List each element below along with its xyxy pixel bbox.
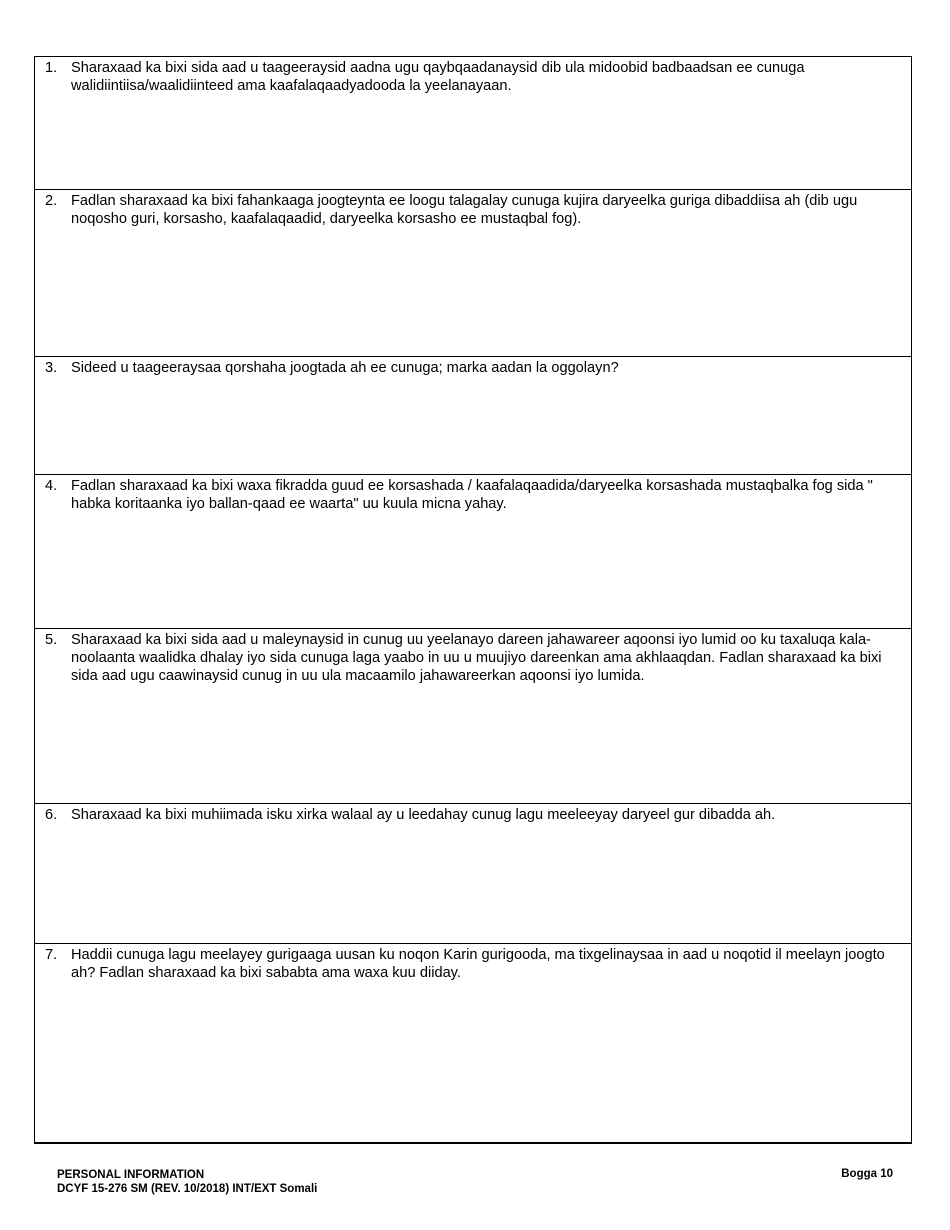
question-7 xyxy=(35,944,911,1142)
question-text: Fadlan sharaxaad ka bixi fahankaaga joogteynta ee loogu talagalay cunuga kujira daryeelka guriga dibaddiisa ah (dib ugu noqosho guri, korsasho, kaafalaqaadid, daryeelka korsasho ee mustaqbal fog). xyxy=(71,193,858,227)
question-text: Fadlan sharaxaad ka bixi waxa fikradda guud ee korsashada / kaafalaqaadida/daryeelka korsashada mustaqbalka fog sida " habka koritaanka iyo ballan-qaad ee waarta" uu kuula micna yahay. xyxy=(71,478,873,512)
question-text: Sharaxaad ka bixi sida aad u maleynaysid in cunug uu yeelanayo dareen jahawareer aqoonsi iyo lumid oo ku taxaluqa kala-noolaanta waalidka dhalay iyo sida cunuga laga yaabo in uu u muujiyo dareenkan ama akhlaaqdan. Fadlan sharaxaad ka bixi sida aad ugu caawinaysid cunug in uu ula macaamilo jahawareerkan aqoonsi iyo lumida. xyxy=(71,632,882,684)
question-6 xyxy=(35,804,911,944)
answer-field[interactable] xyxy=(35,519,911,628)
answer-field[interactable] xyxy=(35,673,911,803)
answer-field[interactable] xyxy=(35,848,911,943)
question-3 xyxy=(35,357,911,475)
footer-confidentiality-label: PERSONAL INFORMATION xyxy=(57,1169,205,1181)
answer-field[interactable] xyxy=(35,101,911,189)
form-footer xyxy=(57,1168,317,1196)
question-text: Haddii cunuga lagu meelayey gurigaaga uusan ku noqon Karin gurigooda, ma tixgelinaysaa in aad u noqotid il meelayn joogto ah? Fadlan sharaxaad ka bixi sababta ama waxa kuu diiday. xyxy=(71,947,885,981)
question-2 xyxy=(35,190,911,357)
question-1 xyxy=(35,57,911,190)
answer-field[interactable] xyxy=(35,988,911,1142)
footer-form-id: DCYF 15-276 SM (REV. 10/2018) INT/EXT Somali xyxy=(57,1183,318,1195)
question-number: 6. xyxy=(45,807,58,823)
answer-field[interactable] xyxy=(35,234,911,356)
question-number: 2. xyxy=(45,193,58,209)
question-number: 4. xyxy=(45,478,58,494)
question-text: Sideed u taageeraysaa qorshaha joogtada ah ee cunuga; marka aadan la oggolayn? xyxy=(71,360,619,376)
question-number: 3. xyxy=(45,360,58,376)
question-text: Sharaxaad ka bixi muhiimada isku xirka walaal ay u leedahay cunug lagu meeleeyay daryeel gur dibadda ah. xyxy=(71,807,776,823)
question-number: 1. xyxy=(45,60,58,76)
page-number: Bogga 10 xyxy=(841,1168,893,1180)
question-number: 5. xyxy=(45,632,58,648)
questionnaire-form xyxy=(34,56,912,1144)
answer-field[interactable] xyxy=(35,401,911,474)
question-5 xyxy=(35,629,911,804)
question-text: Sharaxaad ka bixi sida aad u taageeraysid aadna ugu qaybqaadanaysid dib ula midoobid badbaadsan ee cunuga walidiintiisa/waalidiinteed ama kaafalaqaadyadooda la yeelanayaan. xyxy=(71,60,805,94)
question-number: 7. xyxy=(45,947,58,963)
question-4 xyxy=(35,475,911,629)
